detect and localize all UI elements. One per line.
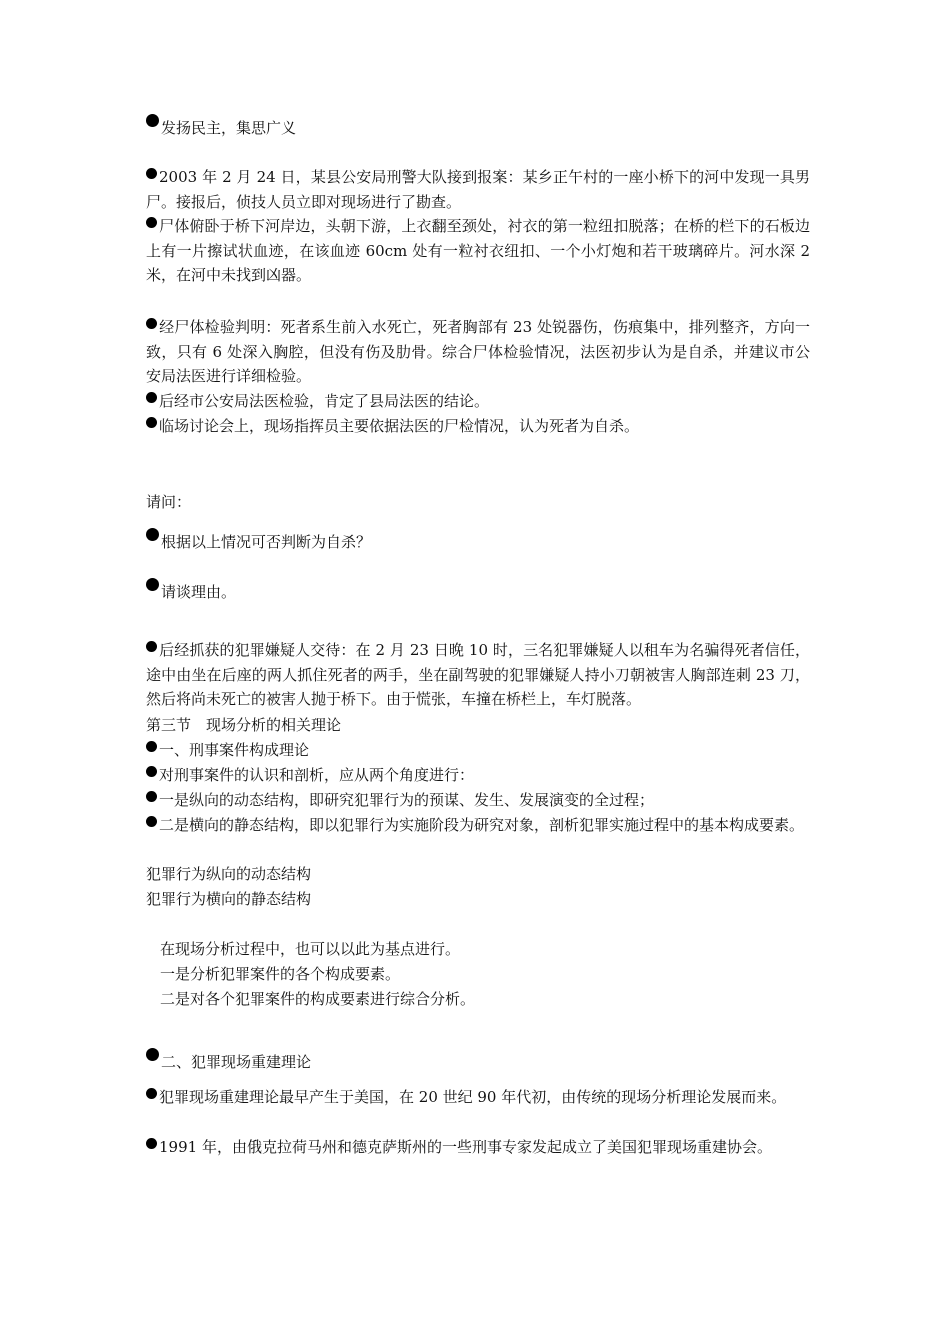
bullet-icon — [146, 1138, 157, 1149]
bullet-icon — [146, 816, 157, 827]
bullet-icon — [146, 1048, 159, 1061]
paragraph: 二是横向的静态结构，即以犯罪行为实施阶段为研究对象，剖析犯罪实施过程中的基本构成要素。 — [146, 813, 810, 838]
bullet-icon — [146, 741, 157, 752]
bullet-icon — [146, 578, 159, 591]
bullet-icon — [146, 168, 157, 179]
paragraph: 尸体俯卧于桥下河岸边，头朝下游，上衣翻至颈处，衬衣的第一粒纽扣脱落；在桥的栏下的石板边上有一片擦试状血迹，在该血迹 60cm 处有一粒衬衣纽扣、一个小灯炮和若干玻璃碎片。河水深 2 米，在河中未找到凶器。 — [146, 217, 810, 284]
paragraph: 1991 年，由俄克拉荷马州和德克萨斯州的一些刑事专家发起成立了美国犯罪现场重建协会。 — [146, 1135, 810, 1160]
paragraph: 发扬民主，集思广义 — [146, 114, 810, 141]
paragraph: 临场讨论会上，现场指挥员主要依据法医的尸检情况，认为死者为自杀。 — [146, 414, 810, 439]
bullet-icon — [146, 528, 159, 541]
bullet-icon — [146, 217, 157, 228]
paragraph: 请谈理由。 — [146, 578, 810, 605]
bullet-icon — [146, 791, 157, 802]
paragraph: 对刑事案件的认识和剖析，应从两个角度进行： — [146, 763, 810, 788]
paragraph: 2003 年 2 月 24 日，某县公安局刑警大队接到报案：某乡正午村的一座小桥下的河中发现一具男尸。接报后，侦技人员立即对现场进行了勘查。 — [146, 168, 810, 211]
paragraph: 一、刑事案件构成理论 — [146, 738, 810, 763]
bullet-icon — [146, 766, 157, 777]
paragraph: 根据以上情况可否判断为自杀？ — [146, 528, 810, 555]
section-heading: 二、犯罪现场重建理论 — [146, 1048, 810, 1075]
bullet-icon — [146, 318, 157, 329]
paragraph: 犯罪行为纵向的动态结构 — [146, 865, 312, 883]
bullet-icon — [146, 1088, 157, 1099]
paragraph: 后经抓获的犯罪嫌疑人交待：在 2 月 23 日晚 10 时，三名犯罪嫌疑人以租车为名骗得死者信任，途中由坐在后座的两人抓住死者的两手，坐在副驾驶的犯罪嫌疑人持小刀朝被害人胸部连刺 23 刀，然后将尚未死亡的被害人抛于桥下。由于慌张，车撞在桥栏上，车灯脱落。 — [146, 641, 810, 708]
paragraph: 犯罪行为横向的静态结构 — [146, 890, 312, 908]
section-heading: 第三节 现场分析的相关理论 — [146, 716, 342, 734]
paragraph: 一是纵向的动态结构，即研究犯罪行为的预谋、发生、发展演变的全过程； — [146, 788, 810, 813]
paragraph: 经尸体检验判明：死者系生前入水死亡，死者胸部有 23 处锐器伤，伤痕集中，排列整齐，方向一致，只有 6 处深入胸腔，但没有伤及肋骨。综合尸体检验情况，法医初步认为是自杀，并建议市公安局法医进行详细检验。 — [146, 318, 810, 385]
bullet-icon — [146, 641, 157, 652]
paragraph: 犯罪现场重建理论最早产生于美国，在 20 世纪 90 年代初，由传统的现场分析理论发展而来。 — [146, 1085, 810, 1110]
paragraph: 后经市公安局法医检验，肯定了县局法医的结论。 — [146, 389, 810, 414]
bullet-icon — [146, 392, 157, 403]
bullet-icon — [146, 417, 157, 428]
paragraph: 一是分析犯罪案件的各个构成要素。 — [160, 965, 401, 983]
question-heading: 请问： — [146, 493, 192, 511]
bullet-icon — [146, 114, 159, 127]
paragraph: 二是对各个犯罪案件的构成要素进行综合分析。 — [160, 990, 476, 1008]
paragraph: 在现场分析过程中，也可以以此为基点进行。 — [160, 940, 461, 958]
